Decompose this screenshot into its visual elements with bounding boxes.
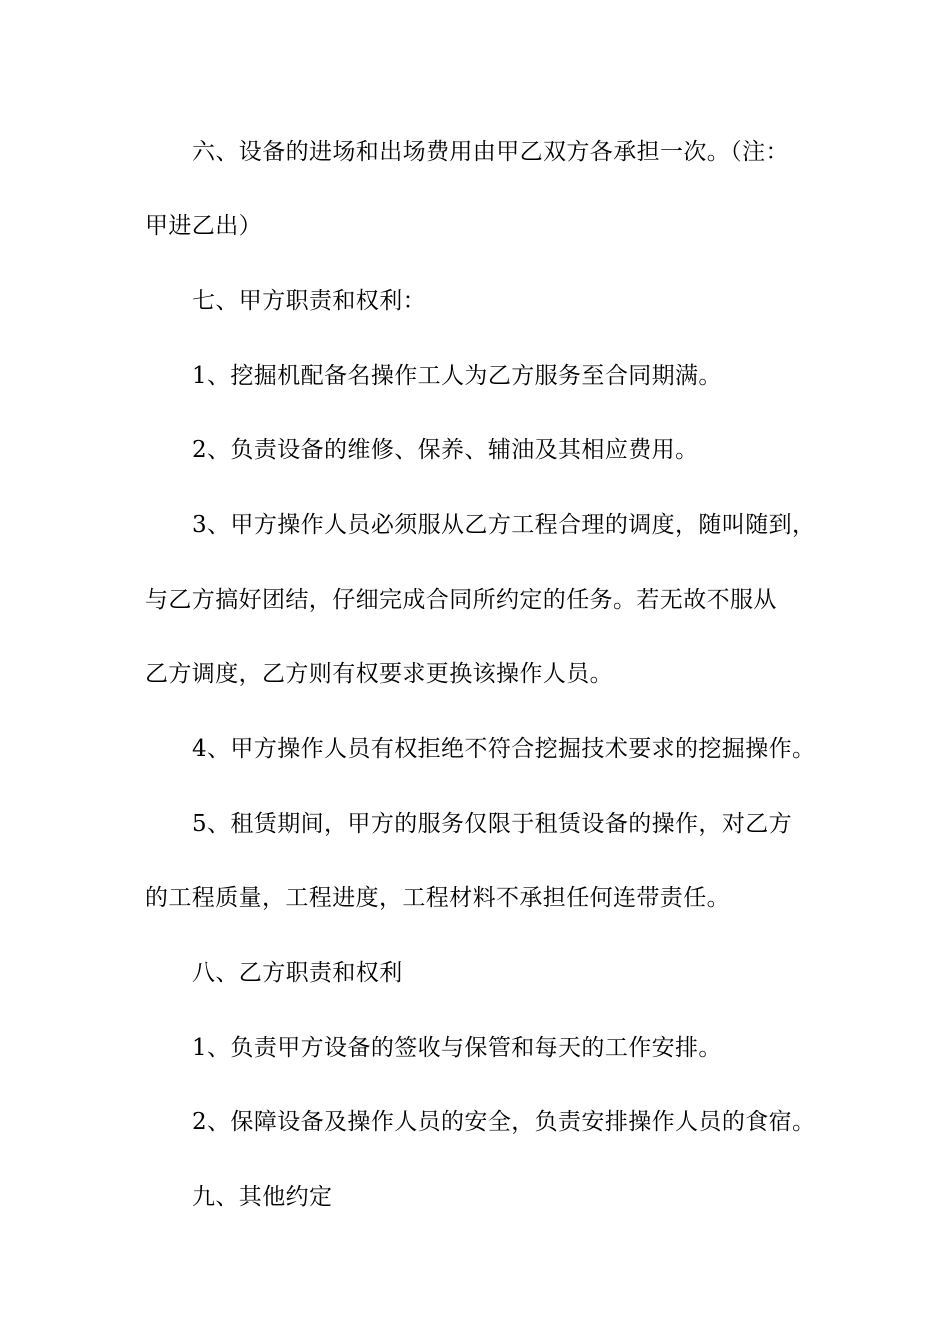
- section-heading-eight: 八、乙方职责和权利: [192, 960, 403, 986]
- paragraph-line: 1、挖掘机配备名操作工人为乙方服务至合同期满。: [192, 363, 722, 389]
- paragraph-line: 甲进乙出）: [145, 213, 262, 239]
- paragraph-line: 与乙方搞好团结，仔细完成合同所约定的任务。若无故不服从: [145, 587, 777, 613]
- paragraph-line: 1、负责甲方设备的签收与保管和每天的工作安排。: [192, 1035, 722, 1061]
- paragraph-line: 2、负责设备的维修、保养、辅油及其相应费用。: [192, 437, 699, 463]
- paragraph-line: 3、甲方操作人员必须服从乙方工程合理的调度，随叫随到，: [192, 512, 816, 538]
- paragraph-line: 的工程质量，工程进度，工程材料不承担任何连带责任。: [145, 885, 730, 911]
- paragraph-line: 5、租赁期间，甲方的服务仅限于租赁设备的操作，对乙方: [192, 811, 793, 837]
- section-heading-seven: 七、甲方职责和权利：: [192, 288, 426, 314]
- section-heading-nine: 九、其他约定: [192, 1184, 333, 1210]
- paragraph-line: 4、甲方操作人员有权拒绝不符合挖掘技术要求的挖掘操作。: [192, 736, 816, 762]
- paragraph-line: 乙方调度，乙方则有权要求更换该操作人员。: [145, 661, 613, 687]
- paragraph-line: 六、设备的进场和出场费用由甲乙双方各承担一次。（注：: [192, 139, 789, 165]
- paragraph-line: 2、保障设备及操作人员的安全，负责安排操作人员的食宿。: [192, 1109, 816, 1135]
